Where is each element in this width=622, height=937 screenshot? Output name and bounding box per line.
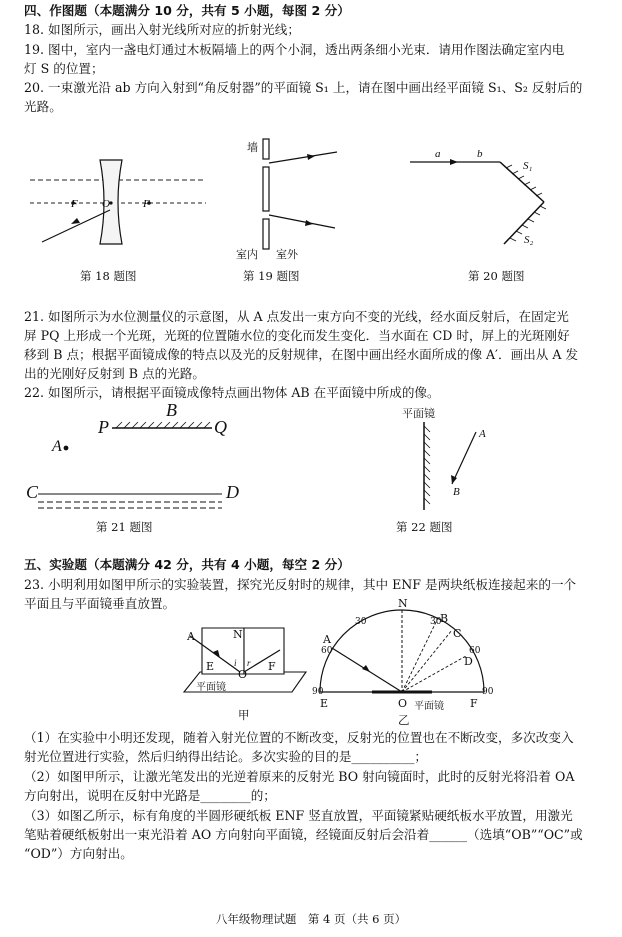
fig23b-label-C: C bbox=[453, 627, 462, 640]
fig19-label-inside: 室内 bbox=[236, 248, 258, 261]
question-20-line2: 光路。 bbox=[24, 99, 62, 114]
fig23b-label-O: O bbox=[398, 697, 408, 710]
fig19-label-outside: 室外 bbox=[276, 248, 298, 261]
fig20-label-a: a bbox=[435, 148, 441, 160]
fig19-diagram bbox=[255, 135, 365, 255]
fig23a-label-A: A bbox=[187, 630, 195, 643]
fig19-label-wall: 墙 bbox=[247, 141, 258, 154]
question-18: 18. 如图所示，画出入射光线所对应的折射光线； bbox=[24, 22, 300, 37]
question-23-part1-line1: （1）在实验中小明还发现，随着入射光位置的不断改变，反射光的位置也在不断改变，多次改变入 bbox=[24, 730, 574, 745]
fig23a-label-r: r bbox=[247, 658, 251, 668]
fig21-label-A: A bbox=[52, 438, 62, 455]
fig22-label-A: A bbox=[479, 428, 486, 440]
fig23b-caption: 乙 bbox=[398, 713, 410, 727]
fig23b-label-N: N bbox=[398, 597, 408, 610]
fig23b-label-30-right: 30 bbox=[430, 617, 442, 627]
question-20-line1: 20. 一束激光沿 ab 方向入射到“角反射器”的平面镜 S₁ 上，请在图中画出经平面镜 S₁、S₂ 反射后的 bbox=[24, 80, 583, 95]
fig23a-label-E: E bbox=[206, 660, 215, 673]
question-23-line2: 平面且与平面镜垂直放置。 bbox=[24, 596, 176, 611]
question-21-line3: 移到 B 点；根据平面镜成像的特点以及光的反射规律，在图中画出经水面所成的像 A′．画出从 A 发 bbox=[24, 347, 579, 362]
fig23b-label-mirror: 平面镜 bbox=[414, 701, 444, 712]
question-23-part3-line3: “OD”）方向射出。 bbox=[24, 846, 133, 861]
fig18-caption: 第 18 题图 bbox=[80, 269, 137, 283]
fig22-label-B: B bbox=[453, 486, 460, 498]
fig19-caption: 第 19 题图 bbox=[243, 269, 300, 283]
page-footer: 八年级物理试题 第 4 页（共 6 页） bbox=[215, 912, 407, 926]
fig21-label-D: D bbox=[226, 482, 239, 502]
fig23a-label-mirror: 平面镜 bbox=[196, 682, 226, 693]
fig23a-label-O: O bbox=[238, 668, 248, 681]
fig23b-diagram bbox=[312, 604, 492, 704]
fig18-label-F-right: F bbox=[143, 198, 150, 210]
fig20-label-S1: S₁ bbox=[523, 160, 533, 172]
question-19-line2: 灯 S 的位置； bbox=[24, 61, 104, 76]
fig18-label-F-left: F bbox=[71, 198, 78, 210]
question-23-line1: 23. 小明利用如图甲所示的实验装置，探究光反射时的规律，其中 ENF 是两块纸板连接起来的一个 bbox=[24, 577, 577, 592]
section5-heading: 五、实验题（本题满分 42 分，共有 4 小题，每空 2 分） bbox=[24, 557, 350, 572]
question-23-part2-line2: 方向射出，说明在反射中光路是________的； bbox=[24, 788, 276, 803]
fig23b-label-F: F bbox=[470, 697, 478, 710]
fig21-label-C: C bbox=[26, 482, 39, 502]
fig20-label-S2: S₂ bbox=[524, 234, 534, 246]
question-21-line4: 出的光刚好反射到 B 点的光路。 bbox=[24, 366, 205, 381]
fig23b-label-D: D bbox=[464, 655, 473, 668]
question-23-part1-line2: 射光位置进行实验，然后归纳得出结论。多次实验的目的是__________； bbox=[24, 749, 427, 764]
fig23b-label-A: A bbox=[323, 633, 331, 646]
section4-heading: 四、作图题（本题满分 10 分，共有 5 小题，每图 2 分） bbox=[24, 3, 350, 18]
fig22-caption: 第 22 题图 bbox=[396, 520, 453, 534]
fig20-diagram bbox=[400, 140, 570, 260]
fig21-label-Q: Q bbox=[214, 417, 227, 437]
fig18-label-O: O bbox=[102, 198, 110, 210]
fig22-label-mirror: 平面镜 bbox=[402, 407, 435, 420]
fig23a-label-F: F bbox=[268, 660, 276, 673]
fig23a-label-N: N bbox=[233, 628, 243, 641]
fig21-diagram bbox=[36, 418, 266, 518]
fig23a-label-i: i bbox=[234, 658, 237, 668]
fig23b-label-30-left: 30 bbox=[355, 617, 367, 627]
fig23b-label-90-left: 90 bbox=[312, 687, 324, 697]
question-21-line1: 21. 如图所示为水位测量仪的示意图，从 A 点发出一束方向不变的光线，经水面反射后，在固定光 bbox=[24, 309, 569, 324]
fig21-label-B: B bbox=[166, 400, 177, 420]
question-19-line1: 19. 图中，室内一盏电灯通过木板隔墙上的两个小洞，透出两条细小光束．请用作图法确定室内电 bbox=[24, 42, 565, 57]
question-21-line2: 屏 PQ 上形成一个光斑，光斑的位置随水位的变化而发生变化．当水面在 CD 时，屏上的光斑刚好 bbox=[24, 328, 570, 343]
question-23-part3-line1: （3）如图乙所示，标有角度的半圆形硬纸板 ENF 竖直放置，平面镜紧贴硬纸板水平放置，用激光 bbox=[24, 808, 573, 823]
fig18-diagram bbox=[22, 150, 222, 270]
fig23a-caption: 甲 bbox=[238, 708, 250, 722]
question-22-line1: 22. 如图所示，请根据平面镜成像特点画出物体 AB 在平面镜中所成的像。 bbox=[24, 385, 440, 400]
fig21-label-P: P bbox=[98, 417, 109, 437]
fig23b-label-90-right: 90 bbox=[482, 687, 494, 697]
fig23b-label-B: B bbox=[440, 612, 449, 625]
question-23-part3-line2: 笔贴着硬纸板射出一束光沿着 AO 方向射向平面镜，经镜面反射后会沿着______（选填“OB”“OC”或 bbox=[24, 827, 583, 842]
fig20-label-b: b bbox=[477, 148, 483, 160]
fig23b-label-E: E bbox=[320, 697, 329, 710]
question-23-part2-line1: （2）如图甲所示，让激光笔发出的光逆着原来的反射光 BO 射向镜面时，此时的反射光将沿着 OA bbox=[24, 769, 575, 784]
fig22-diagram bbox=[410, 418, 510, 528]
fig23b-label-60-right: 60 bbox=[469, 646, 481, 656]
fig21-caption: 第 21 题图 bbox=[96, 520, 153, 534]
fig20-caption: 第 20 题图 bbox=[468, 269, 525, 283]
fig23b-label-60-left: 60 bbox=[321, 646, 333, 656]
